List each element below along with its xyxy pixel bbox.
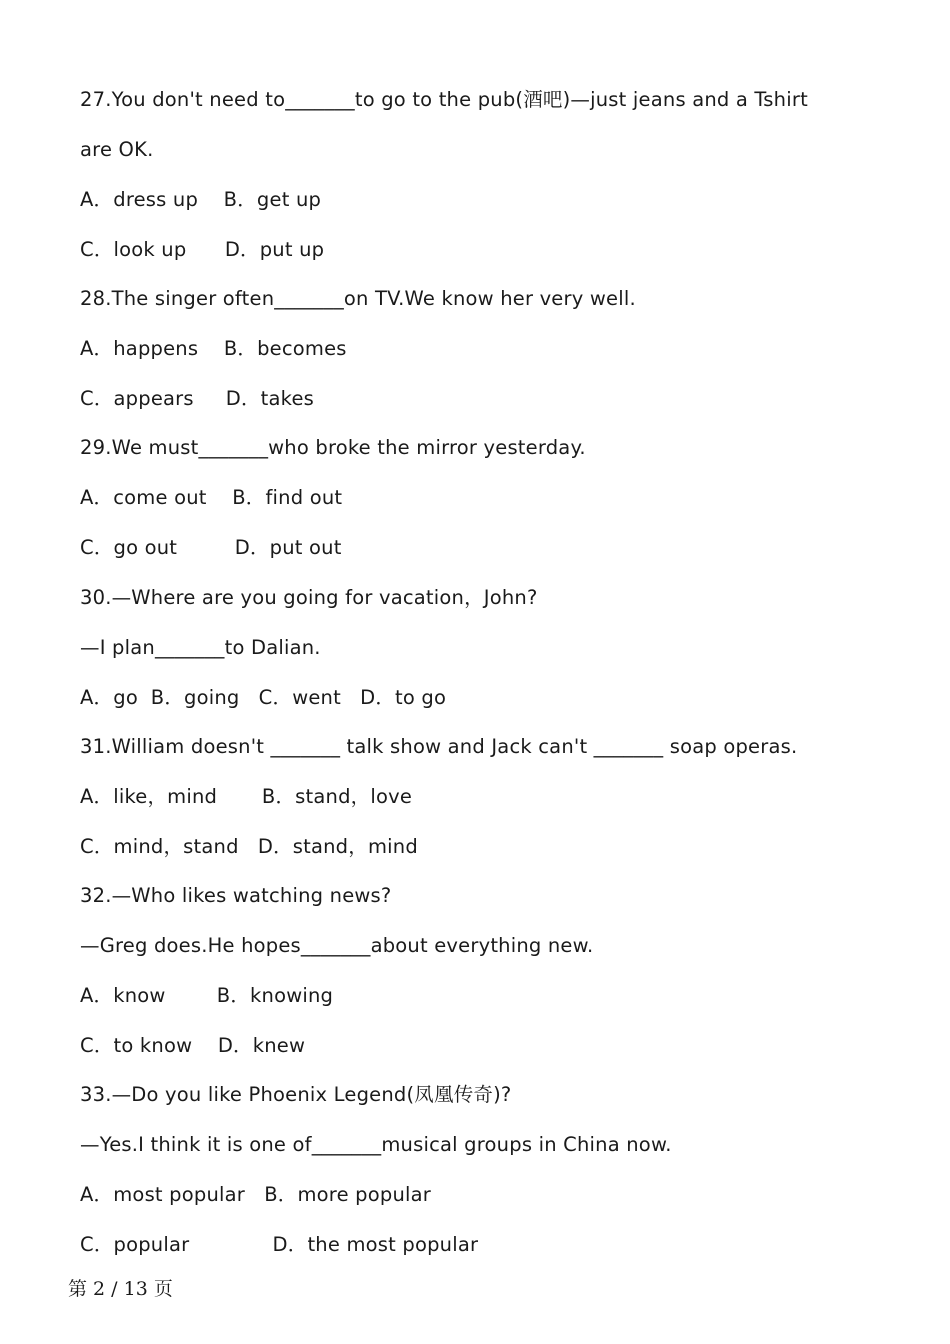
q28-options-cd: C．appears D．takes (80, 387, 315, 410)
q33-stem-line1: 33.—Do you like Phoenix Legend(凤凰传奇)? (80, 1083, 512, 1106)
q30-stem-line2: —I plan_______to Dalian. (80, 636, 321, 659)
q31-options-cd: C．mind，stand D．stand，mind (80, 835, 418, 858)
q29-options-cd: C．go out D．put out (80, 536, 342, 559)
q29-stem: 29.We must_______who broke the mirror yesterday. (80, 436, 586, 459)
q33-options-cd: C．popular D．the most popular (80, 1233, 479, 1256)
q27-stem-line1: 27.You don't need to_______to go to the pub(酒吧)—just jeans and a Tshirt (80, 88, 808, 111)
q31-options-ab: A．like，mind B．stand，love (80, 785, 413, 808)
q32-options-ab: A．know B．knowing (80, 984, 334, 1007)
q32-stem-line1: 32.—Who likes watching news? (80, 884, 392, 907)
q31-stem: 31.William doesn't _______ talk show and Jack can't _______ soap operas. (80, 735, 798, 758)
q30-options: A．go B．going C．went D．to go (80, 686, 447, 709)
q28-options-ab: A．happens B．becomes (80, 337, 347, 360)
q29-options-ab: A．come out B．find out (80, 486, 343, 509)
q27-options-cd: C．look up D．put up (80, 238, 325, 261)
q33-stem-line2: —Yes.I think it is one of_______musical groups in China now. (80, 1133, 672, 1156)
q32-options-cd: C．to know D．knew (80, 1034, 306, 1057)
q32-stem-line2: —Greg does.He hopes_______about everything new. (80, 934, 594, 957)
q27-options-ab: A．dress up B．get up (80, 188, 322, 211)
page-number-footer: 第 2 / 13 页 (68, 1278, 173, 1300)
q30-stem-line1: 30.—Where are you going for vacation，John? (80, 586, 538, 609)
q33-options-ab: A．most popular B．more popular (80, 1183, 432, 1206)
q28-stem: 28.The singer often_______on TV.We know her very well. (80, 287, 636, 310)
q27-stem-line2: are OK. (80, 138, 154, 161)
